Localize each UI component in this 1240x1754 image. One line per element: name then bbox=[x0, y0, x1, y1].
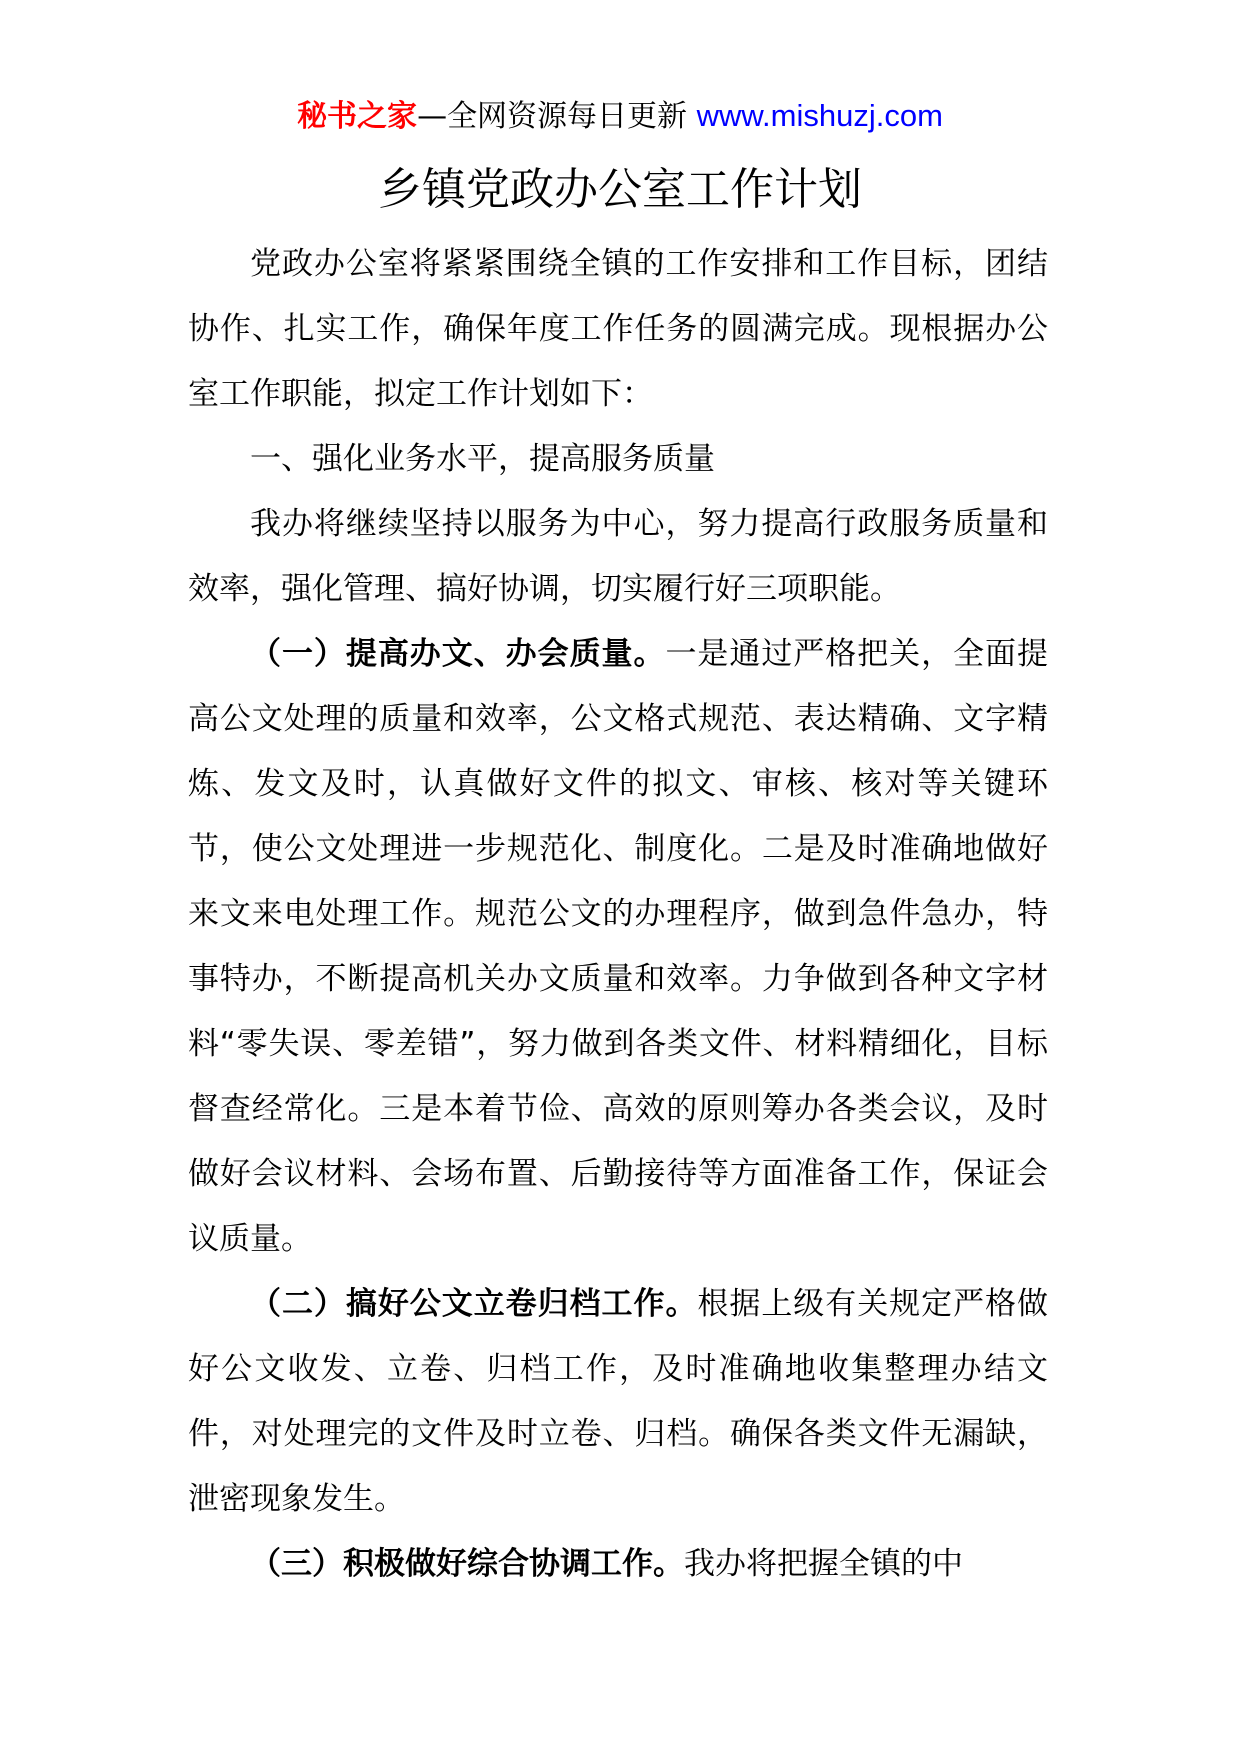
item-3-text: 我办将把握全镇的中 bbox=[684, 1546, 963, 1582]
document-body bbox=[188, 232, 1048, 1597]
item-1-heading: （一）提高办文、办会质量。 bbox=[250, 636, 666, 672]
item-3-paragraph bbox=[188, 1532, 1048, 1597]
document-title: 乡镇党政办公室工作计划 bbox=[378, 164, 862, 215]
item-2-paragraph bbox=[188, 1272, 1048, 1532]
site-header bbox=[0, 96, 1240, 137]
item-2-text: 根据上级有关规定严格做好公文收发、立卷、归档工作，及时准确地收集整理办结文件，对处理完的文件及时立卷、归档。确保各类文件无漏缺，泄密现象发生。 bbox=[188, 1286, 1049, 1517]
item-1-paragraph bbox=[188, 622, 1048, 1272]
item-1-text: 一是通过严格把关，全面提高公文处理的质量和效率，公文格式规范、表达精确、文字精炼、发文及时，认真做好文件的拟文、审核、核对等关键环节，使公文处理进一步规范化、制度化。二是及时准确地做好来文来电处理工作。规范公文的办理程序，做到急件急办，特事特办，不断提高机关办文质量和效率。力争做到各种文字材料“零失误、零差错”，努力做到各类文件、材料精细化，目标督查经常化。三是本着节俭、高效的原则筹办各类会议，及时做好会议材料、会场布置、后勤接待等方面准备工作，保证会议质量。 bbox=[188, 636, 1049, 1257]
site-tagline: —全网资源每日更新 bbox=[417, 99, 697, 134]
item-3-heading: （三）积极做好综合协调工作。 bbox=[250, 1546, 684, 1582]
site-url-link[interactable]: www.mishuzj.com bbox=[696, 98, 943, 133]
item-2-heading: （二）搞好公文立卷归档工作。 bbox=[250, 1286, 698, 1322]
site-name: 秘书之家 bbox=[297, 99, 418, 134]
intro-paragraph: 党政办公室将紧紧围绕全镇的工作安排和工作目标，团结协作、扎实工作，确保年度工作任务的圆满完成。现根据办公室工作职能，拟定工作计划如下： bbox=[188, 246, 1048, 412]
section-1-paragraph: 我办将继续坚持以服务为中心，努力提高行政服务质量和效率，强化管理、搞好协调，切实履行好三项职能。 bbox=[188, 506, 1048, 607]
section-heading-1: 一、强化业务水平，提高服务质量 bbox=[250, 441, 715, 477]
